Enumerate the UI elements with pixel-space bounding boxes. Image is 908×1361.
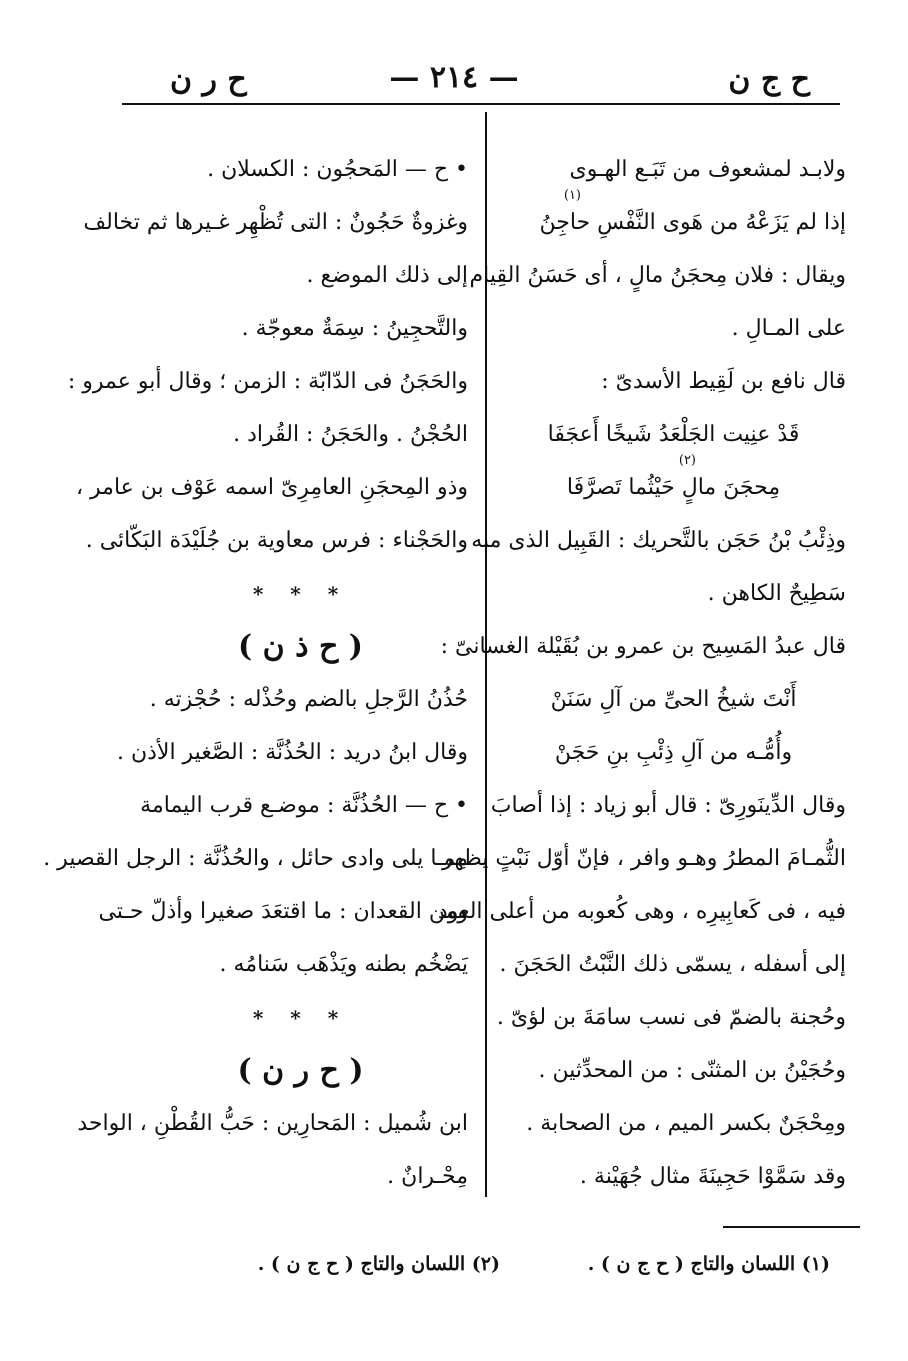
left-line-text: ( ح ر ن ) — [237, 1053, 364, 1088]
left-line-text: والتَّحجِينُ : سِمَةٌ معوجّة . — [241, 316, 468, 341]
right-line-text: وحُجنة بالضمّ فى نسب سامَةَ بن لؤىّ . — [496, 1005, 846, 1030]
left-separator — [133, 978, 468, 1031]
left-text-line — [133, 1137, 468, 1190]
left-text-line — [133, 660, 468, 713]
left-text-line — [75, 448, 468, 501]
right-line-text: وذِئْبُ بْنُ حَجَن بالتَّحريك : القَبِيل الذى منه — [471, 528, 846, 553]
right-text-line — [469, 236, 846, 289]
right-text-line — [496, 978, 846, 1031]
right-line-text: قال عبدُ المَسِيح بن عمرو بن بُقَيْلة الغسانىّ : — [440, 634, 846, 659]
header-root-right: ح ج ن — [728, 62, 810, 97]
left-text-line — [133, 766, 468, 819]
left-text-line — [67, 342, 468, 395]
right-verse-line — [501, 448, 846, 501]
left-section-heading — [133, 1031, 468, 1088]
right-line-text: قَدْ عنِيت الجَلْعَدُ شَيخًا أَعجَفَا — [547, 422, 800, 447]
right-text-line — [501, 342, 846, 395]
left-separator — [133, 554, 468, 607]
right-line-text: قال نافع بن لَقِيط الأسدىّ : — [601, 369, 846, 394]
right-text-line — [490, 766, 846, 819]
right-text-line — [437, 872, 846, 925]
right-text-line — [501, 925, 846, 978]
left-text-line — [133, 925, 468, 978]
left-text-line — [116, 713, 468, 766]
left-line-text: والحَجْناء : فرس معاوية بن جُلَيْدَة البَكّائى . — [85, 528, 468, 553]
right-text-line — [501, 1084, 846, 1137]
right-text-line — [440, 607, 846, 660]
left-line-text: يَضْخُم بطنه ويَذْهَب سَنامُه . — [219, 952, 468, 977]
left-line-text: * * * — [252, 1006, 349, 1030]
left-line-text: • ح — الحُذُنَّة : موضـع قرب اليمامة — [140, 793, 468, 818]
left-text-line — [133, 395, 468, 448]
right-verse-line — [501, 713, 846, 766]
right-line-text: ويقال : فلان مِحجَنُ مالٍ ، أى حَسَنُ القِيام — [469, 263, 846, 288]
left-line-text: الحُجْنُ . والحَجَنُ : القُراد . — [233, 422, 468, 447]
left-line-text: • ح — المَحجُون : الكسلان . — [207, 157, 468, 182]
right-text-line — [501, 554, 846, 607]
header-rule — [122, 103, 840, 105]
left-line-text: وقال ابنُ دريد : الحُذُنَّة : الصَّغير الأذن . — [116, 740, 468, 765]
right-verse-line — [501, 660, 846, 713]
left-text-line — [83, 183, 468, 236]
right-text-line — [501, 183, 846, 236]
left-section-heading — [133, 607, 468, 664]
header-root-left: ح ر ن — [170, 62, 247, 97]
right-line-text: الثُّمـامَ المطرُ وهـو وافر ، فإنّ أوّل نَبْتٍ يظهر — [441, 846, 846, 871]
right-text-line — [501, 1137, 846, 1190]
footnote-marker: (١) — [563, 188, 581, 203]
left-line-text: مِحْـرانٌ . — [387, 1164, 468, 1189]
right-text-line — [441, 819, 846, 872]
right-verse-line — [501, 395, 846, 448]
right-line-text: وأُمُّـه من آلِ ذِئْبِ بنِ حَجَنْ — [554, 740, 793, 765]
left-text-line — [133, 130, 468, 183]
right-line-text: ومِحْجَنٌ بكسر الميم ، من الصحابة . — [526, 1111, 846, 1136]
left-line-text: إلى ذلك الموضع . — [306, 263, 468, 288]
left-text-line — [133, 236, 468, 289]
footnote-marker: (٢) — [678, 453, 696, 468]
left-text-line — [85, 501, 468, 554]
left-line-text: والحَجَنُ فى الدّابّة : الزمن ؛ وقال أبو عمرو : — [67, 369, 468, 394]
right-text-line — [501, 1031, 846, 1084]
left-line-text: ابن شُميل : المَحارِين : حَبُّ القُطْنِ ، الواحد — [77, 1111, 468, 1136]
right-line-text: ولابـد لمشعوف من تَبَـع الهـوى — [569, 157, 846, 182]
right-column — [437, 130, 846, 1190]
left-line-text: وذو المِحجَنِ العامِرِىّ اسمه عَوْف بن عامر ، — [75, 475, 468, 500]
left-line-text: وغزوةٌ حَجُونٌ : التى تُظْهِر غـيرها ثم تخالف — [83, 210, 468, 235]
right-line-text: وقال الدِّينَورِىّ : قال أبو زياد : إذا أصابَ — [490, 793, 846, 818]
right-line-text: وحُجَيْنُ بن المثنّى : من المحدِّثين . — [538, 1058, 846, 1083]
right-line-text: وقد سَمَّوْا حَجِينَةَ مثال جُهَيْنة . — [579, 1164, 846, 1189]
left-column — [43, 130, 468, 1190]
right-line-text: سَطِيحٌ الكاهن . — [707, 581, 846, 606]
left-text-line — [43, 819, 468, 872]
left-line-text: ومن القعدان : ما اقتعَدَ صغيرا وأذلّ حـتى — [98, 899, 468, 924]
right-line-text: إذا لم يَزَعْهُ من هَوى النَّفْسِ حاجِنُ — [539, 210, 846, 235]
footnote-2: (٢) اللسان والتاج ( ح ج ن ) . — [257, 1253, 500, 1275]
footnote-1: (١) اللسان والتاج ( ح ج ن ) . — [587, 1253, 830, 1275]
right-line-text: أَنْتَ شيخُ الحىِّ من آلِ سَنَنْ — [550, 687, 797, 712]
right-line-text: إلى أسفله ، يسمّى ذلك النَّبْتُ الحَجَنَ . — [499, 952, 846, 977]
left-text-line — [77, 1084, 468, 1137]
left-line-text: مِمـا يلى وادى حائل ، والحُذُنَّة : الرجل القصير . — [43, 846, 468, 871]
left-text-line — [98, 872, 468, 925]
right-text-line — [501, 130, 846, 183]
right-text-line — [501, 289, 846, 342]
right-line-text: فيه ، فى كَعابِيرِه ، وهى كُعوبه من أعلى العود — [437, 899, 846, 924]
left-text-line — [133, 289, 468, 342]
page-number: — ٢١٤ — — [389, 60, 519, 95]
right-line-text: على المـالِ . — [731, 316, 846, 341]
left-line-text: ( ح ذ ن ) — [238, 629, 363, 664]
right-line-text: مِحجَنَ مالٍ حَيْثُما تَصرَّفَا — [566, 475, 781, 500]
right-text-line — [471, 501, 846, 554]
left-line-text: * * * — [252, 582, 349, 606]
footnote-rule — [723, 1226, 860, 1228]
left-line-text: حُذُنُ الرَّجلِ بالضم وحُذْله : حُجْزته . — [149, 687, 468, 712]
